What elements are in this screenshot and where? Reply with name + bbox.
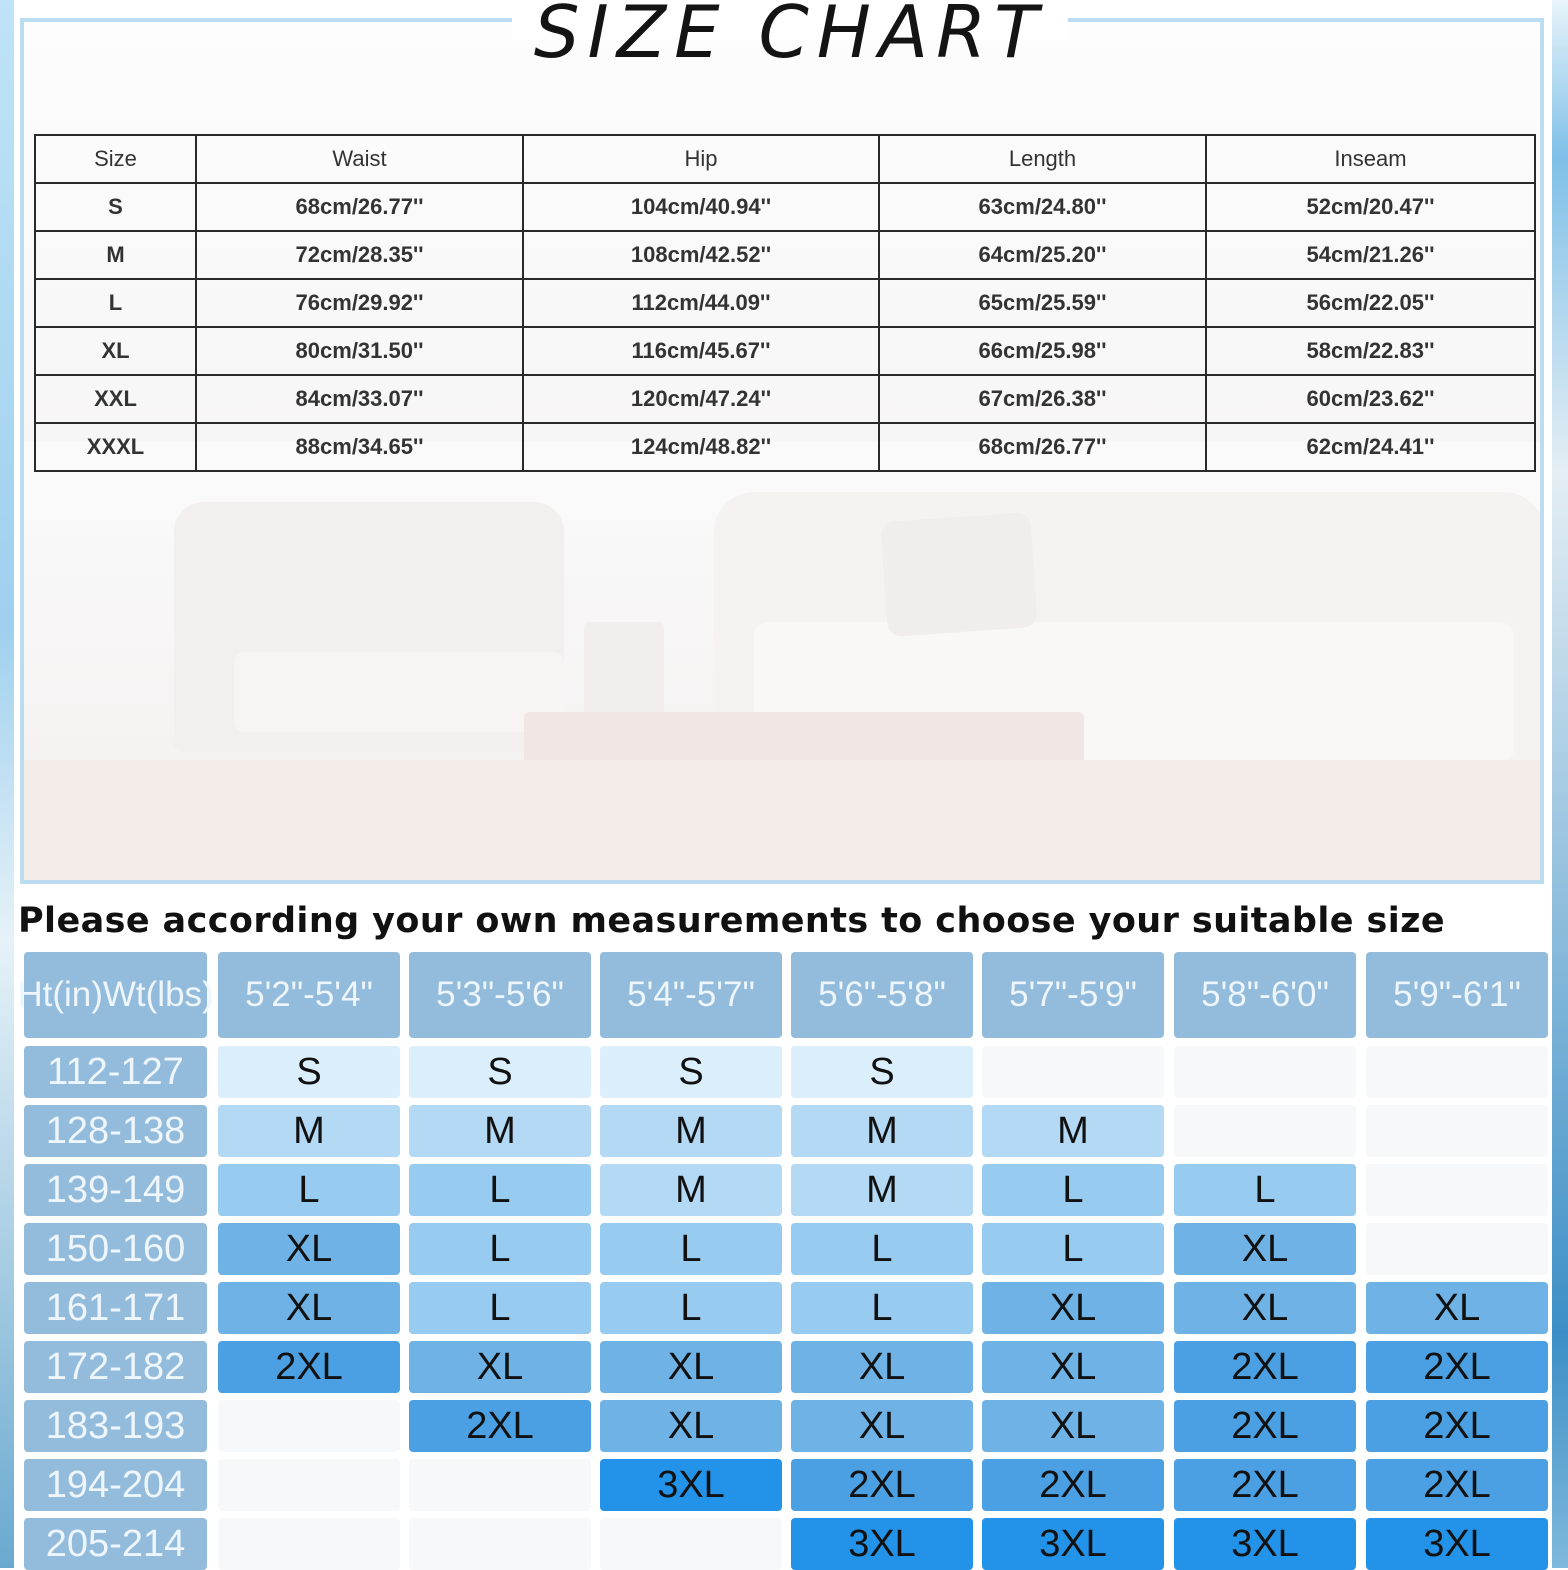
size-cell: S — [600, 1046, 782, 1098]
hip-cell: 112cm/44.09'' — [523, 279, 879, 327]
weight-range-label: 139-149 — [24, 1164, 207, 1216]
waist-cell: 80cm/31.50'' — [196, 327, 523, 375]
size-cell: 2XL — [409, 1400, 591, 1452]
size-cell: M — [35, 231, 196, 279]
waist-cell: 76cm/29.92'' — [196, 279, 523, 327]
waist-cell: 88cm/34.65'' — [196, 423, 523, 471]
size-cell: M — [600, 1164, 782, 1216]
size-cell: L — [791, 1282, 973, 1334]
size-cell — [1366, 1046, 1548, 1098]
column-header-inseam: Inseam — [1206, 135, 1535, 183]
table-row — [35, 327, 1535, 375]
size-cell: L — [982, 1223, 1164, 1275]
size-cell: 2XL — [1174, 1341, 1356, 1393]
background-plant — [584, 622, 664, 717]
size-cell: 3XL — [600, 1459, 782, 1511]
height-range-header: 5'4"- 5'7" — [600, 952, 782, 1038]
size-cell: XL — [982, 1282, 1164, 1334]
size-cell: XL — [791, 1400, 973, 1452]
size-cell: M — [791, 1164, 973, 1216]
hip-cell: 120cm/47.24'' — [523, 375, 879, 423]
waist-cell: 68cm/26.77'' — [196, 183, 523, 231]
weight-range-label: 150-160 — [24, 1223, 207, 1275]
size-cell: 2XL — [218, 1341, 400, 1393]
column-header-hip: Hip — [523, 135, 879, 183]
size-cell: L — [600, 1282, 782, 1334]
length-cell: 67cm/26.38'' — [879, 375, 1206, 423]
column-header-waist: Waist — [196, 135, 523, 183]
size-cell: 3XL — [1174, 1518, 1356, 1570]
size-cell: 2XL — [1174, 1459, 1356, 1511]
column-header-length: Length — [879, 135, 1206, 183]
size-cell — [218, 1400, 400, 1452]
weight-range-label: 112-127 — [24, 1046, 207, 1098]
size-cell: L — [409, 1164, 591, 1216]
height-range-header: 5'7"- 5'9" — [982, 952, 1164, 1038]
size-cell: XL — [982, 1341, 1164, 1393]
hip-cell: 116cm/45.67'' — [523, 327, 879, 375]
size-cell: 2XL — [982, 1459, 1164, 1511]
size-cell — [1366, 1105, 1548, 1157]
table-row — [35, 183, 1535, 231]
background-rug — [24, 760, 1540, 880]
size-cell: S — [218, 1046, 400, 1098]
size-cell — [1174, 1046, 1356, 1098]
size-cell — [409, 1518, 591, 1570]
height-range-header: 5'6"- 5'8" — [791, 952, 973, 1038]
size-cell — [218, 1459, 400, 1511]
weight-range-label: 161-171 — [24, 1282, 207, 1334]
size-cell: L — [600, 1223, 782, 1275]
size-cell: XXXL — [35, 423, 196, 471]
table-row — [35, 279, 1535, 327]
size-cell: L — [35, 279, 196, 327]
hip-cell: 108cm/42.52'' — [523, 231, 879, 279]
size-cell: 3XL — [1366, 1518, 1548, 1570]
right-edge-decoration — [1552, 0, 1568, 1568]
length-cell: 63cm/24.80'' — [879, 183, 1206, 231]
column-header-size: Size — [35, 135, 196, 183]
size-cell: XL — [600, 1400, 782, 1452]
measurement-table — [34, 134, 1536, 472]
hip-cell: 124cm/48.82'' — [523, 423, 879, 471]
size-cell: L — [409, 1282, 591, 1334]
size-cell: XL — [218, 1223, 400, 1275]
height-range-header: 5'9"- 6'1" — [1366, 952, 1548, 1038]
size-cell — [1366, 1164, 1548, 1216]
inseam-cell: 52cm/20.47'' — [1206, 183, 1535, 231]
weight-range-label: 183-193 — [24, 1400, 207, 1452]
size-cell: M — [982, 1105, 1164, 1157]
size-cell: XL — [1366, 1282, 1548, 1334]
height-range-header: 5'3"- 5'6" — [409, 952, 591, 1038]
inseam-cell: 58cm/22.83'' — [1206, 327, 1535, 375]
left-edge-decoration — [0, 0, 14, 1568]
page-title: SIZE CHART — [533, 0, 1047, 74]
corner-header: Ht(in) Wt(lbs) — [24, 952, 207, 1038]
size-cell: 3XL — [791, 1518, 973, 1570]
weight-range-label: 205-214 — [24, 1518, 207, 1570]
weight-range-label: 172-182 — [24, 1341, 207, 1393]
size-cell: M — [218, 1105, 400, 1157]
size-cell: L — [791, 1223, 973, 1275]
size-cell: XL — [1174, 1282, 1356, 1334]
hip-cell: 104cm/40.94'' — [523, 183, 879, 231]
size-cell: S — [791, 1046, 973, 1098]
size-cell — [409, 1459, 591, 1511]
recommendation-heading: Please according your own measurements to choose your suitable size — [18, 901, 1446, 941]
size-cell: M — [791, 1105, 973, 1157]
inseam-cell: 60cm/23.62'' — [1206, 375, 1535, 423]
size-cell: 2XL — [1366, 1459, 1548, 1511]
size-cell: L — [982, 1164, 1164, 1216]
size-cell: L — [218, 1164, 400, 1216]
size-cell — [218, 1518, 400, 1570]
size-cell: L — [1174, 1164, 1356, 1216]
size-cell: XXL — [35, 375, 196, 423]
length-cell: 65cm/25.59'' — [879, 279, 1206, 327]
size-cell: XL — [1174, 1223, 1356, 1275]
size-cell: XL — [218, 1282, 400, 1334]
table-row — [35, 231, 1535, 279]
waist-cell: 72cm/28.35'' — [196, 231, 523, 279]
size-cell — [600, 1518, 782, 1570]
size-cell: M — [600, 1105, 782, 1157]
size-cell: 2XL — [1366, 1400, 1548, 1452]
size-cell — [1174, 1105, 1356, 1157]
table-row — [35, 375, 1535, 423]
height-range-header: 5'2"- 5'4" — [218, 952, 400, 1038]
inseam-cell: 54cm/21.26'' — [1206, 231, 1535, 279]
size-cell — [982, 1046, 1164, 1098]
background-armchair-seat — [234, 652, 564, 732]
size-cell: XL — [600, 1341, 782, 1393]
table-row — [35, 423, 1535, 471]
length-cell: 68cm/26.77'' — [879, 423, 1206, 471]
measurement-header-row — [35, 135, 1535, 183]
weight-range-label: 128-138 — [24, 1105, 207, 1157]
size-cell: XL — [409, 1341, 591, 1393]
size-cell: 2XL — [1366, 1341, 1548, 1393]
size-cell: XL — [982, 1400, 1164, 1452]
background-pillow — [880, 512, 1038, 637]
size-cell: XL — [791, 1341, 973, 1393]
size-cell: L — [409, 1223, 591, 1275]
size-cell: S — [35, 183, 196, 231]
size-cell: 2XL — [1174, 1400, 1356, 1452]
weight-range-label: 194-204 — [24, 1459, 207, 1511]
size-cell: S — [409, 1046, 591, 1098]
size-cell — [1366, 1223, 1548, 1275]
length-cell: 64cm/25.20'' — [879, 231, 1206, 279]
waist-cell: 84cm/33.07'' — [196, 375, 523, 423]
inseam-cell: 62cm/24.41'' — [1206, 423, 1535, 471]
inseam-cell: 56cm/22.05'' — [1206, 279, 1535, 327]
height-range-header: 5'8"- 6'0" — [1174, 952, 1356, 1038]
length-cell: 66cm/25.98'' — [879, 327, 1206, 375]
size-cell: 2XL — [791, 1459, 973, 1511]
size-cell: XL — [35, 327, 196, 375]
size-cell: 3XL — [982, 1518, 1164, 1570]
size-cell: M — [409, 1105, 591, 1157]
